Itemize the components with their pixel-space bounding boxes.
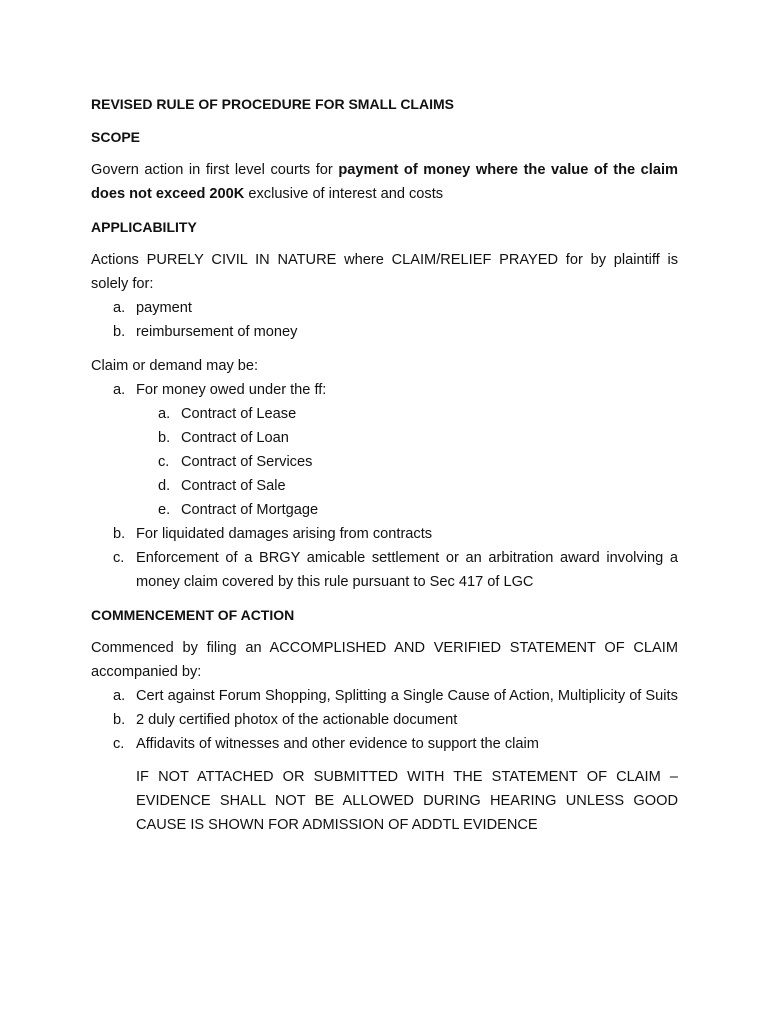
- list-item: [136, 498, 678, 522]
- list-marker: c.: [158, 454, 170, 470]
- list-marker: c.: [113, 736, 125, 752]
- document-title: REVISED RULE OF PROCEDURE FOR SMALL CLAIMS: [91, 96, 454, 112]
- scope-paragraph: [91, 158, 678, 206]
- list-marker: e.: [158, 502, 171, 518]
- list-item-text: Cert against Forum Shopping, Splitting a Single Cause of Action, Multiplicity of Suits: [136, 688, 678, 704]
- list-item: [91, 378, 678, 402]
- list-item: [136, 426, 678, 450]
- scope-text-2: exclusive of interest and costs: [244, 186, 444, 202]
- applicability-intro: Actions PURELY CIVIL IN NATURE where CLAIM/RELIEF PRAYED for by plaintiff is solely for:: [91, 252, 678, 292]
- list-marker: a.: [113, 688, 126, 704]
- applicability-heading: APPLICABILITY: [91, 219, 197, 235]
- list-item: [91, 320, 678, 344]
- list-item-text: Affidavits of witnesses and other evidence to support the claim: [136, 736, 539, 752]
- list-item-text: Contract of Loan: [181, 430, 289, 446]
- document-page: [91, 92, 678, 837]
- list-item: [91, 522, 678, 546]
- commencement-intro: Commenced by filing an ACCOMPLISHED AND VERIFIED STATEMENT OF CLAIM accompanied by:: [91, 640, 678, 680]
- list-item-text: Contract of Services: [181, 454, 313, 470]
- list-item-text: For liquidated damages arising from contracts: [136, 526, 433, 542]
- list-item-text: 2 duly certified photox of the actionable document: [136, 712, 458, 728]
- list-item: [136, 450, 678, 474]
- list-item: [136, 402, 678, 426]
- list-item-text: Contract of Sale: [181, 478, 286, 494]
- list-marker: c.: [113, 550, 125, 566]
- attachment-list: [91, 684, 678, 756]
- list-marker: b.: [158, 430, 171, 446]
- scope-heading: SCOPE: [91, 129, 141, 145]
- list-marker: b.: [113, 712, 126, 728]
- commencement-heading: COMMENCEMENT OF ACTION: [91, 607, 295, 623]
- list-marker: a.: [113, 300, 126, 316]
- scope-text-bold: payment of money where the value of the claim does not exceed 200K: [91, 162, 678, 202]
- list-marker: b.: [113, 526, 126, 542]
- scope-text-1: Govern action in first level courts for: [91, 162, 339, 178]
- list-marker: b.: [113, 324, 126, 340]
- evidence-note: IF NOT ATTACHED OR SUBMITTED WITH THE STATEMENT OF CLAIM – EVIDENCE SHALL NOT BE ALLOWED DURING HEARING UNLESS GOOD CAUSE IS SHOWN FOR ADMISSION OF ADDTL EVIDENCE: [136, 769, 678, 833]
- list-item-text: payment: [136, 300, 192, 316]
- list-item-text: Contract of Lease: [181, 406, 297, 422]
- claim-intro: Claim or demand may be:: [91, 358, 259, 374]
- list-marker: d.: [158, 478, 171, 494]
- list-item: [91, 732, 678, 756]
- contract-list: [136, 402, 678, 522]
- list-item-text: Contract of Mortgage: [181, 502, 319, 518]
- claim-list: [91, 378, 678, 402]
- list-marker: a.: [113, 382, 126, 398]
- list-item: [91, 708, 678, 732]
- list-item: [136, 474, 678, 498]
- list-item: [91, 684, 678, 708]
- claim-list-continued: [91, 522, 678, 594]
- list-item: [91, 296, 678, 320]
- list-item-text: For money owed under the ff:: [136, 382, 327, 398]
- list-item-text: reimbursement of money: [136, 324, 298, 340]
- list-item-text: Enforcement of a BRGY amicable settlement or an arbitration award involving a money claim covered by this rule pursuant to Sec 417 of LGC: [136, 550, 678, 590]
- list-item: [91, 546, 678, 594]
- relief-list: [91, 296, 678, 344]
- list-marker: a.: [158, 406, 171, 422]
